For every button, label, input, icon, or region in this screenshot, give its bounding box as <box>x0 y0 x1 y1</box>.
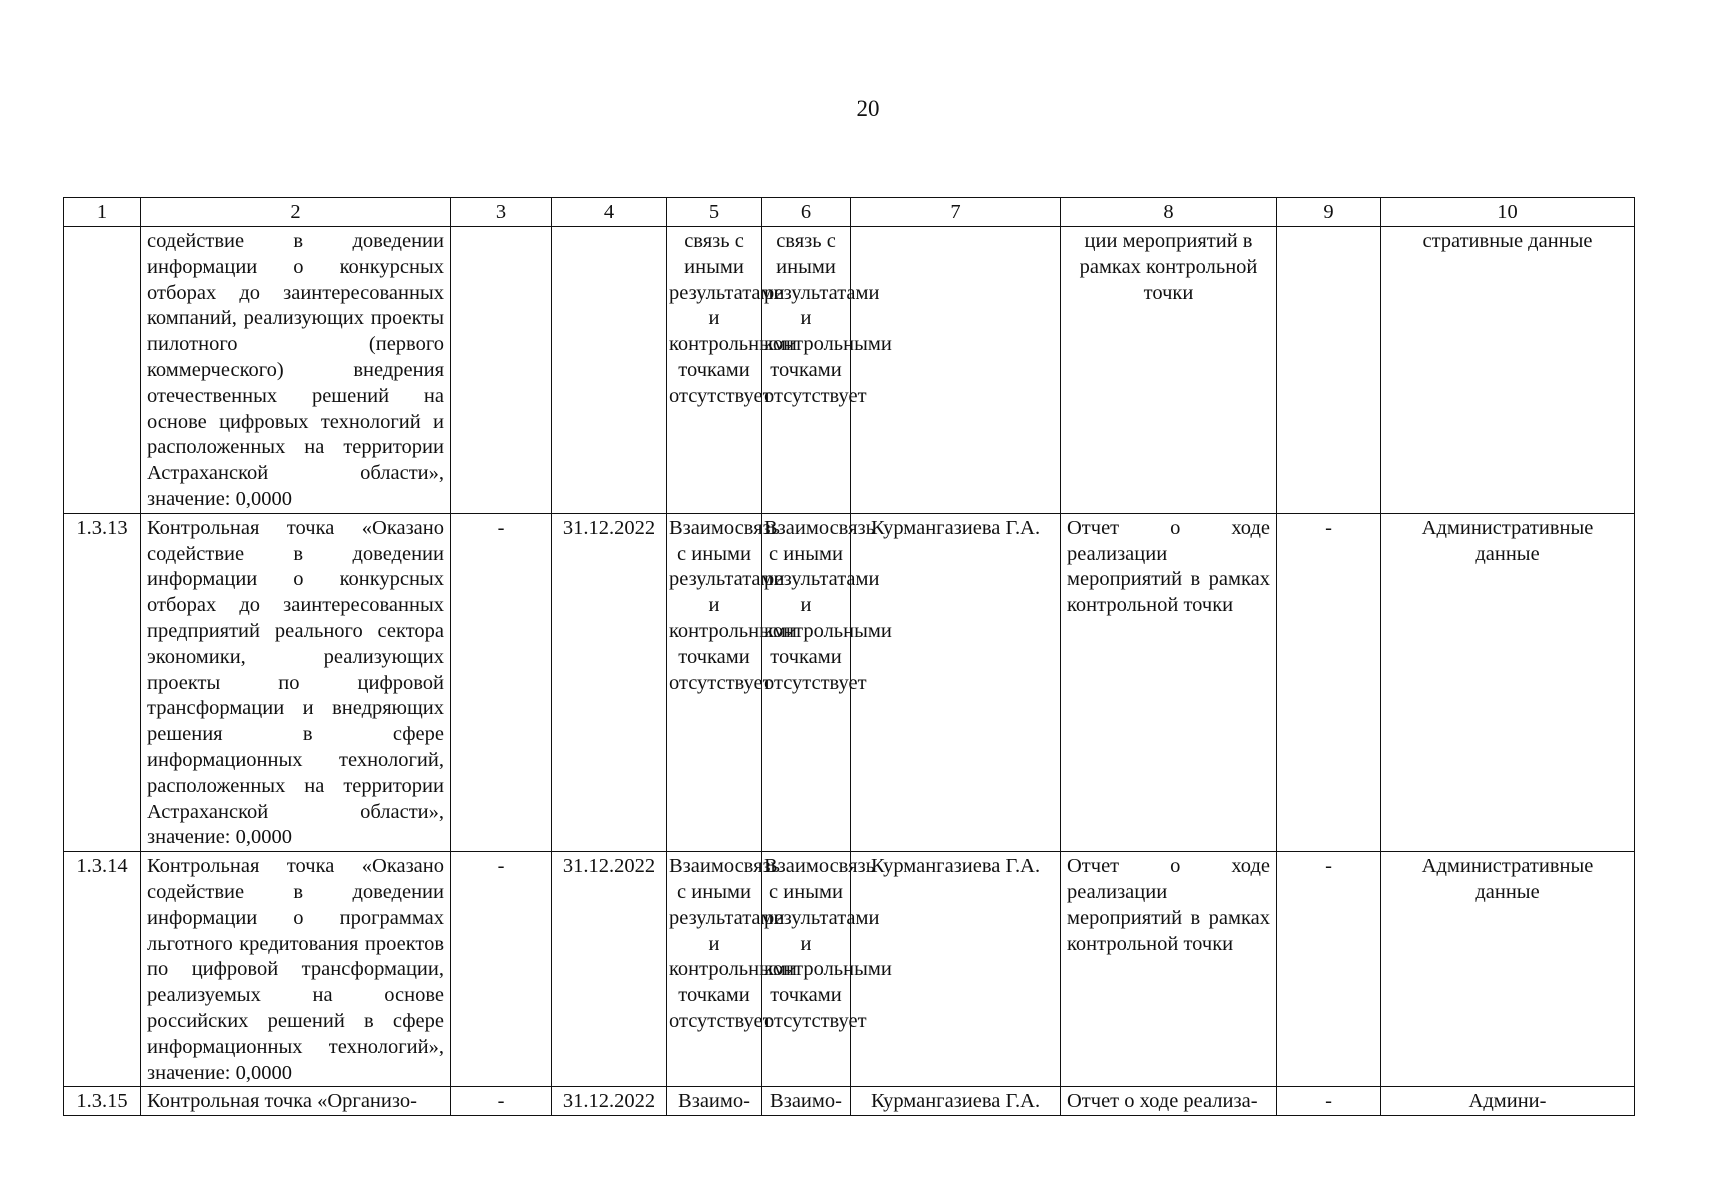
table-row <box>64 227 1635 514</box>
column-header: 9 <box>1277 198 1381 227</box>
column-header: 5 <box>667 198 762 227</box>
plan-table <box>63 197 1635 1116</box>
header-row <box>64 198 1635 227</box>
row-relation-prev: Взаимосвязь с иными результатами и контрольными точками отсутствует <box>667 513 762 851</box>
row-responsible: Курмангазиева Г.А. <box>851 852 1061 1087</box>
row-report: Отчет о ходе реализа- <box>1061 1087 1277 1116</box>
row-number <box>64 227 141 514</box>
row-date <box>552 227 667 514</box>
row-date: 31.12.2022 <box>552 852 667 1087</box>
row-description: содействие в доведении информации о конкурсных отборах до заинтересованных компаний, реализующих проекты пилотного (первого коммерческого) внедрения отечественных решений на основе цифровых технологий и расположенных на территории Астраханской области», значение: 0,0000 <box>141 227 451 514</box>
row-relation-next: Взаимо- <box>762 1087 851 1116</box>
row-report: Отчет о ходе реализации мероприятий в рамках контрольной точки <box>1061 513 1277 851</box>
row-description: Контрольная точка «Организо- <box>141 1087 451 1116</box>
column-header: 6 <box>762 198 851 227</box>
row-col9: - <box>1277 513 1381 851</box>
row-col9 <box>1277 227 1381 514</box>
row-col9: - <box>1277 1087 1381 1116</box>
row-number: 1.3.15 <box>64 1087 141 1116</box>
row-number: 1.3.13 <box>64 513 141 851</box>
row-report: Отчет о ходе реализации мероприятий в рамках контрольной точки <box>1061 852 1277 1087</box>
column-header: 8 <box>1061 198 1277 227</box>
row-relation-prev: связь с иными результатами и контрольными точками отсутствует <box>667 227 762 514</box>
column-header: 7 <box>851 198 1061 227</box>
page-number: 20 <box>856 96 880 121</box>
row-report: ции мероприятий в рамках контрольной точки <box>1061 227 1277 514</box>
row-description: Контрольная точка «Оказано содействие в доведении информации о конкурсных отборах до заинтересованных предприятий реального сектора экономики, реализующих проекты по цифровой трансформации и внедряющих решения в сфере информационных технологий, расположенных на территории Астраханской области», значение: 0,0000 <box>141 513 451 851</box>
column-header: 2 <box>141 198 451 227</box>
row-relation-next: Взаимосвязь с иными результатами и контрольными точками отсутствует <box>762 513 851 851</box>
table-row <box>64 1087 1635 1116</box>
row-col3: - <box>451 852 552 1087</box>
row-responsible: Курмангазиева Г.А. <box>851 1087 1061 1116</box>
row-responsible <box>851 227 1061 514</box>
row-date: 31.12.2022 <box>552 1087 667 1116</box>
row-col9: - <box>1277 852 1381 1087</box>
row-date: 31.12.2022 <box>552 513 667 851</box>
row-relation-prev: Взаимо- <box>667 1087 762 1116</box>
column-header: 10 <box>1381 198 1635 227</box>
row-relation-next: Взаимосвязь с иными результатами и контрольными точками отсутствует <box>762 852 851 1087</box>
row-responsible: Курмангазиева Г.А. <box>851 513 1061 851</box>
row-relation-prev: Взаимосвязь с иными результатами и контрольными точками отсутствует <box>667 852 762 1087</box>
row-col3: - <box>451 513 552 851</box>
row-description: Контрольная точка «Оказано содействие в доведении информации о программах льготного кредитования проектов по цифровой трансформации, реализуемых на основе российских решений в сфере информационных технологий», значение: 0,0000 <box>141 852 451 1087</box>
row-col3 <box>451 227 552 514</box>
table-row <box>64 513 1635 851</box>
column-header: 4 <box>552 198 667 227</box>
table-row <box>64 852 1635 1087</box>
row-source: Админи- <box>1381 1087 1635 1116</box>
column-header: 3 <box>451 198 552 227</box>
row-source: Административные данные <box>1381 513 1635 851</box>
row-number: 1.3.14 <box>64 852 141 1087</box>
row-col3: - <box>451 1087 552 1116</box>
row-source: стративные данные <box>1381 227 1635 514</box>
column-header: 1 <box>64 198 141 227</box>
row-source: Административные данные <box>1381 852 1635 1087</box>
row-relation-next: связь с иными результатами и контрольными точками отсутствует <box>762 227 851 514</box>
